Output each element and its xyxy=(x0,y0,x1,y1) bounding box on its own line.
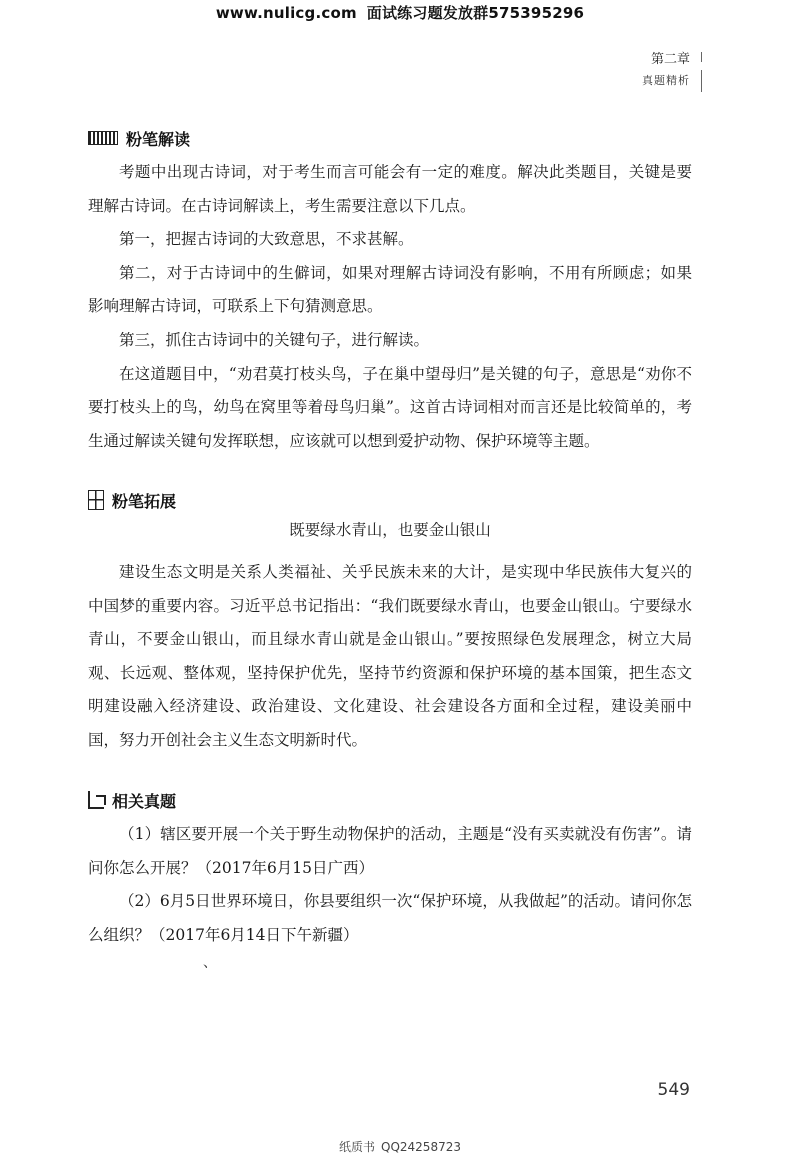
paragraph: 考题中出现古诗词，对于考生而言可能会有一定的难度。解决此类题目，关键是要理解古诗词。在古诗词解读上，考生需要注意以下几点。 xyxy=(88,163,692,215)
top-banner xyxy=(0,2,800,23)
paragraph: 第二，对于古诗词中的生僻词，如果对理解古诗词没有影响，不用有所顾虑；如果影响理解古诗词，可联系上下句猜测意思。 xyxy=(88,263,692,316)
section-heading-related xyxy=(88,788,176,812)
stray-mark: 、 xyxy=(203,955,217,971)
book-icon xyxy=(88,131,118,145)
paragraph: 第三，抓住古诗词中的关键句子，进行解读。 xyxy=(119,330,430,349)
footer xyxy=(0,1138,800,1155)
question-item: （1）辖区要开展一个关于野生动物保护的活动，主题是“没有买卖就没有伤害”。请问你怎么开展？（2017年6月15日广西） xyxy=(88,825,692,877)
subchapter-label: 真题精析 xyxy=(642,74,690,87)
paragraph: 建设生态文明是关系人类福祉、关乎民族未来的大计，是实现中华民族伟大复兴的中国梦的重要内容。习近平总书记指出：“我们既要绿水青山，也要金山银山。宁要绿水青山，不要金山银山，而且绿水青山就是金山银山。”要按照绿色发展理念，树立大局观、长远观、整体观，坚持保护优先，坚持节约资源和保护环境的基本国策，把生态文明建设融入经济建设、政治建设、文化建设、社会建设各方面和全过程，建设美丽中国，努力开创社会主义生态文明新时代。 xyxy=(88,563,692,749)
paragraph: 在这道题目中，“劝君莫打枝头鸟，子在巢中望母归”是关键的句子，意思是“劝你不要打枝头上的鸟，幼鸟在窝里等着母鸟归巢”。这首古诗词相对而言还是比较简单的，考生通过解读关键句发挥联想，应该就可以想到爱护动物、保护环境等主题。 xyxy=(88,364,692,450)
chapter-label: 第二章 xyxy=(650,52,690,67)
extension-body xyxy=(88,556,692,758)
interpretation-body xyxy=(88,156,692,458)
footer-label: 纸质书 xyxy=(339,1140,376,1154)
expand-icon xyxy=(88,791,104,809)
page-number: 549 xyxy=(657,1080,690,1100)
edge-mark xyxy=(701,52,702,62)
section-title: 相关真题 xyxy=(112,791,177,811)
paragraph: 第一，把握古诗词的大致意思，不求甚解。 xyxy=(119,230,414,249)
grid-icon xyxy=(88,490,104,510)
section-title: 粉笔拓展 xyxy=(112,491,177,511)
banner-site[interactable]: www.nulicg.com xyxy=(215,4,357,22)
section-heading-interpretation xyxy=(88,126,190,150)
edge-mark xyxy=(701,70,702,92)
extension-subtitle: 既要绿水青山，也要金山银山 xyxy=(289,521,491,539)
section-title: 粉笔解读 xyxy=(126,129,191,149)
related-body xyxy=(88,818,692,952)
section-heading-extension xyxy=(88,488,176,512)
banner-group-text: 面试练习题发放群575395296 xyxy=(366,4,585,22)
question-item: （2）6月5日世界环境日，你县要组织一次“保护环境，从我做起”的活动。请问你怎么组织？（2017年6月14日下午新疆） xyxy=(88,892,692,944)
footer-contact: QQ24258723 xyxy=(381,1140,461,1154)
